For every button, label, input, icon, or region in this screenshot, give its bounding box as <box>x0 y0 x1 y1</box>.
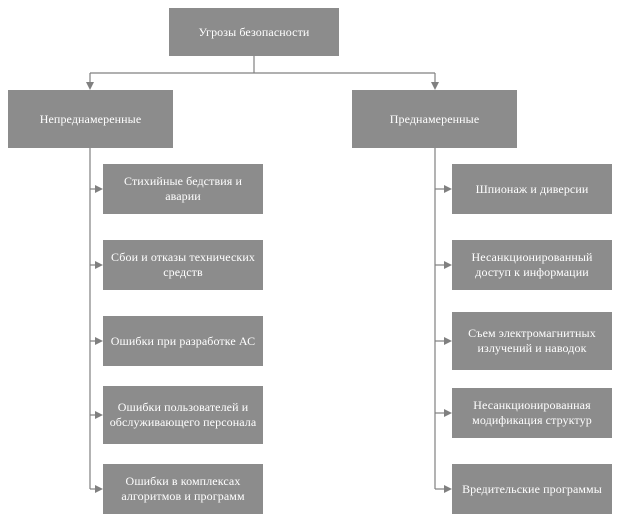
node-unintentional-child-5 <box>103 464 263 514</box>
node-unintentional-child-5-label: Ошибки в комплексах алгоритмов и программ <box>121 474 245 503</box>
node-unintentional-child-1 <box>103 164 263 214</box>
node-unintentional-child-4-label: Ошибки пользователей и обслуживающего персонала <box>109 400 257 429</box>
node-intentional-child-3-label: Съем электромагнитных излучений и наводок <box>468 326 596 355</box>
node-unintentional-child-4 <box>103 386 263 444</box>
node-branch-intentional-label: Преднамеренные <box>389 111 480 126</box>
node-branch-unintentional-label: Непреднамеренные <box>39 111 142 126</box>
node-unintentional-child-2-label: Сбои и отказы технических средств <box>111 250 255 279</box>
node-intentional-child-4 <box>452 388 612 438</box>
node-branch-intentional <box>352 90 517 148</box>
node-root-label: Угрозы безопасности <box>198 24 310 39</box>
node-intentional-child-4-label: Несанкционированная модификация структур <box>472 398 592 427</box>
node-unintentional-child-3-label: Ошибки при разработке АС <box>110 333 256 348</box>
node-intentional-child-5 <box>452 464 612 514</box>
node-intentional-child-1 <box>452 164 612 214</box>
node-intentional-child-2 <box>452 240 612 290</box>
node-intentional-child-2-label: Несанкционированный доступ к информации <box>471 250 593 279</box>
node-intentional-child-5-label: Вредительские программы <box>462 481 602 496</box>
node-branch-unintentional <box>8 90 173 148</box>
node-root <box>169 8 339 56</box>
node-intentional-child-1-label: Шпионаж и диверсии <box>475 181 589 196</box>
node-unintentional-child-2 <box>103 240 263 290</box>
node-intentional-child-3 <box>452 312 612 370</box>
node-unintentional-child-1-label: Стихийные бедствия и аварии <box>124 174 242 203</box>
node-unintentional-child-3 <box>103 316 263 366</box>
